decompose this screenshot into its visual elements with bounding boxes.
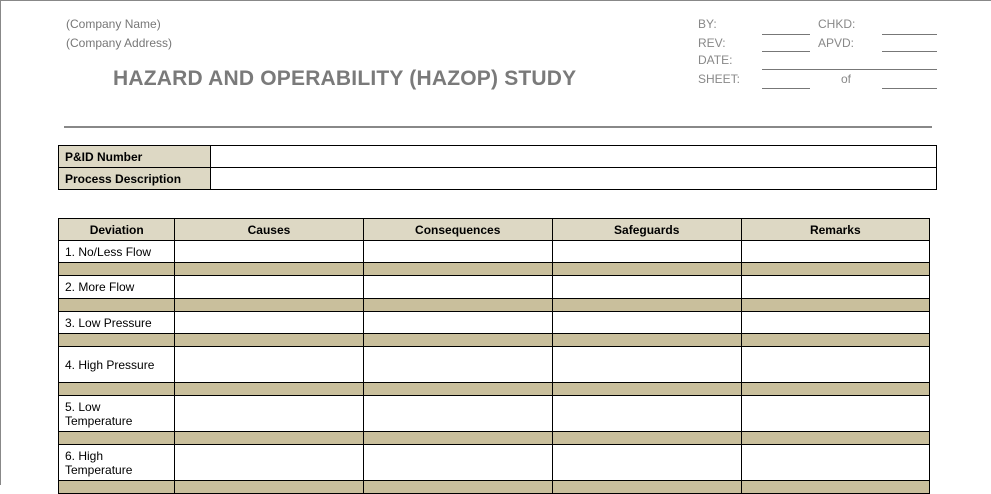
separator-cell[interactable] [175,383,363,396]
causes-cell[interactable] [175,445,363,481]
column-header-remarks: Remarks [741,219,929,241]
separator-cell[interactable] [59,263,175,276]
causes-cell[interactable] [175,241,363,263]
deviation-cell: 1. No/Less Flow [59,241,175,263]
separator-cell[interactable] [59,481,175,494]
deviation-cell: 2. More Flow [59,276,175,299]
deviation-cell: 6. High Temperature [59,445,175,481]
separator-cell[interactable] [175,299,363,312]
remarks-cell[interactable] [741,276,929,299]
separator-cell[interactable] [175,432,363,445]
pid-label: P&ID Number [59,146,211,168]
sheet-label: SHEET: [698,72,741,86]
date-label: DATE: [698,53,733,67]
separator-cell[interactable] [741,432,929,445]
separator-row [59,334,930,347]
consequences-cell[interactable] [363,347,552,383]
rev-field[interactable] [762,51,810,52]
separator-cell[interactable] [552,432,741,445]
info-table [58,145,937,190]
safeguards-cell[interactable] [552,276,741,299]
separator-cell[interactable] [741,383,929,396]
separator-cell[interactable] [363,299,552,312]
separator-cell[interactable] [741,481,929,494]
apvd-field[interactable] [882,51,937,52]
table-row [59,312,930,334]
causes-cell[interactable] [175,276,363,299]
deviation-cell: 3. Low Pressure [59,312,175,334]
chkd-label: CHKD: [818,17,856,31]
by-label: BY: [698,17,717,31]
separator-cell[interactable] [175,263,363,276]
sheet-total-field[interactable] [882,88,937,89]
table-row [59,347,930,383]
table-row [59,241,930,263]
consequences-cell[interactable] [363,445,552,481]
separator-cell[interactable] [175,481,363,494]
remarks-cell[interactable] [741,347,929,383]
column-header-causes: Causes [175,219,363,241]
separator-cell[interactable] [741,263,929,276]
process-description-input[interactable] [211,168,937,190]
remarks-cell[interactable] [741,445,929,481]
separator-cell[interactable] [552,481,741,494]
safeguards-cell[interactable] [552,445,741,481]
separator-cell[interactable] [552,383,741,396]
column-header-consequences: Consequences [363,219,552,241]
date-field[interactable] [762,69,937,70]
remarks-cell[interactable] [741,312,929,334]
table-row [59,445,930,481]
separator-cell[interactable] [175,334,363,347]
by-field[interactable] [762,34,810,35]
remarks-cell[interactable] [741,241,929,263]
safeguards-cell[interactable] [552,396,741,432]
causes-cell[interactable] [175,347,363,383]
separator-cell[interactable] [59,383,175,396]
separator-cell[interactable] [552,263,741,276]
consequences-cell[interactable] [363,312,552,334]
separator-row [59,299,930,312]
of-label: of [841,72,852,86]
separator-cell[interactable] [59,334,175,347]
table-row [59,396,930,432]
safeguards-cell[interactable] [552,241,741,263]
separator-cell[interactable] [363,481,552,494]
company-name: (Company Name) [66,17,161,31]
hazop-table [58,218,930,494]
separator-row [59,383,930,396]
safeguards-cell[interactable] [552,312,741,334]
separator-row [59,481,930,494]
apvd-label: APVD: [818,36,855,50]
separator-cell[interactable] [741,334,929,347]
separator-cell[interactable] [363,263,552,276]
remarks-cell[interactable] [741,396,929,432]
separator-cell[interactable] [59,299,175,312]
pid-input[interactable] [211,146,937,168]
company-address: (Company Address) [66,36,173,50]
separator-row [59,432,930,445]
chkd-field[interactable] [882,34,937,35]
deviation-cell: 5. Low Temperature [59,396,175,432]
causes-cell[interactable] [175,396,363,432]
separator-cell[interactable] [552,334,741,347]
page-title: HAZARD AND OPERABILITY (HAZOP) STUDY [113,67,577,90]
causes-cell[interactable] [175,312,363,334]
table-row [59,276,930,299]
consequences-cell[interactable] [363,396,552,432]
safeguards-cell[interactable] [552,347,741,383]
header-divider [64,126,932,128]
column-header-deviation: Deviation [59,219,175,241]
separator-cell[interactable] [363,432,552,445]
process-description-label: Process Description [59,168,211,190]
rev-label: REV: [698,36,726,50]
consequences-cell[interactable] [363,276,552,299]
separator-cell[interactable] [741,299,929,312]
column-header-safeguards: Safeguards [552,219,741,241]
consequences-cell[interactable] [363,241,552,263]
separator-cell[interactable] [363,383,552,396]
separator-cell[interactable] [552,299,741,312]
separator-cell[interactable] [363,334,552,347]
deviation-cell: 4. High Pressure [59,347,175,383]
separator-row [59,263,930,276]
sheet-field[interactable] [762,88,810,89]
separator-cell[interactable] [59,432,175,445]
